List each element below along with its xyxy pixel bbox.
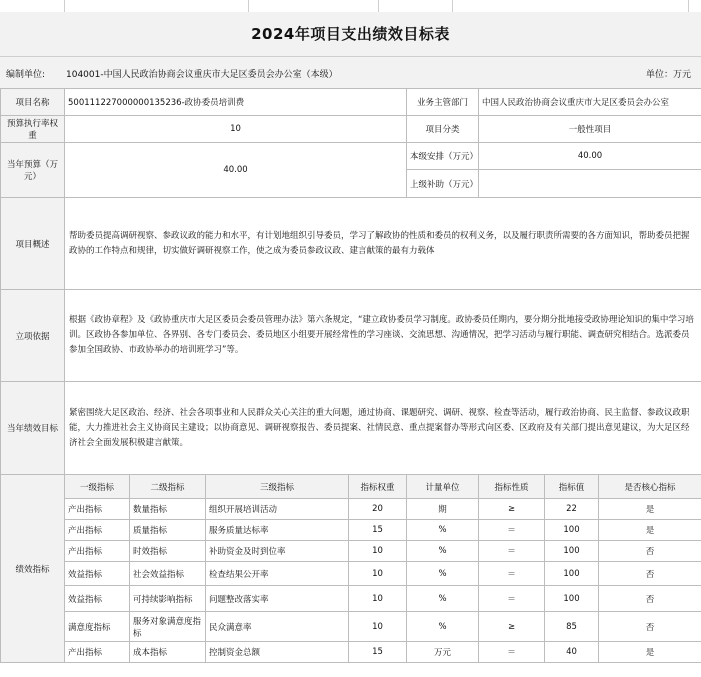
project-name-value[interactable]: 500111227000000135236-政协委员培训费 (65, 89, 407, 116)
project-name-label[interactable]: 项目名称 (1, 89, 65, 116)
level1-cell[interactable]: 产出指标 (65, 541, 130, 562)
table-row (1, 499, 701, 520)
performance-table (0, 88, 701, 663)
value-cell[interactable]: 85 (545, 612, 599, 642)
category-label[interactable]: 项目分类 (407, 116, 479, 143)
unit-cell[interactable]: % (407, 520, 479, 541)
level2-cell[interactable]: 成本指标 (130, 642, 206, 663)
exec-weight-value[interactable]: 10 (65, 116, 407, 143)
indicator-header[interactable]: 三级指标 (206, 475, 349, 499)
dept-value[interactable]: 中国人民政治协商会议重庆市大足区委员会办公室 (479, 89, 701, 116)
indicator-header-row (1, 475, 701, 499)
indicator-header[interactable]: 指标性质 (479, 475, 545, 499)
indicator-header[interactable]: 是否核心指标 (599, 475, 701, 499)
upper-subsidy-value[interactable] (479, 170, 701, 198)
unit-cell[interactable]: % (407, 541, 479, 562)
overview-label[interactable]: 项目概述 (1, 198, 65, 290)
table-row (1, 541, 701, 562)
unit-cell[interactable]: 期 (407, 499, 479, 520)
indicator-header[interactable]: 计量单位 (407, 475, 479, 499)
core-cell[interactable]: 否 (599, 586, 701, 612)
annual-budget-value[interactable]: 40.00 (65, 143, 407, 198)
indicator-header[interactable]: 指标值 (545, 475, 599, 499)
indicator-header[interactable]: 二级指标 (130, 475, 206, 499)
nature-cell[interactable]: ＝ (479, 541, 545, 562)
level3-cell[interactable]: 控制资金总额 (206, 642, 349, 663)
value-cell[interactable]: 100 (545, 562, 599, 586)
level3-cell[interactable]: 服务质量达标率 (206, 520, 349, 541)
exec-weight-label[interactable]: 预算执行率权重 (1, 116, 65, 143)
unit-cell[interactable]: % (407, 586, 479, 612)
core-cell[interactable]: 否 (599, 612, 701, 642)
level2-cell[interactable]: 社会效益指标 (130, 562, 206, 586)
weight-cell[interactable]: 10 (349, 612, 407, 642)
nature-cell[interactable]: ≥ (479, 612, 545, 642)
level2-cell[interactable]: 可持续影响指标 (130, 586, 206, 612)
weight-cell[interactable]: 15 (349, 642, 407, 663)
level1-cell[interactable]: 满意度指标 (65, 612, 130, 642)
org-label: 编制单位: (6, 70, 46, 80)
level1-cell[interactable]: 效益指标 (65, 586, 130, 612)
basis-value[interactable]: 根据《政协章程》及《政协重庆市大足区委员会委员管理办法》第六条规定，“建立政协委员学习制度。政协委员任期内，要分期分批地接受政协理论知识的集中学习培训。区政协各参加单位、各界别、各专门委员会、委员地区小组要开展经常性的学习座谈、交流思想、沟通情况，把学习活动与履行职能、调查研究相结合。选派委员参加全国政协、市政协举办的培训班学习”等。 (65, 290, 701, 382)
table-row (1, 562, 701, 586)
basis-label[interactable]: 立项依据 (1, 290, 65, 382)
level3-cell[interactable]: 民众满意率 (206, 612, 349, 642)
weight-cell[interactable]: 15 (349, 520, 407, 541)
nature-cell[interactable]: ≥ (479, 499, 545, 520)
weight-cell[interactable]: 20 (349, 499, 407, 520)
value-cell[interactable]: 100 (545, 586, 599, 612)
local-arrange-value[interactable]: 40.00 (479, 143, 701, 170)
value-cell[interactable]: 40 (545, 642, 599, 663)
level1-cell[interactable]: 产出指标 (65, 642, 130, 663)
indicator-header[interactable]: 一级指标 (65, 475, 130, 499)
annual-goal-label[interactable]: 当年绩效目标 (1, 382, 65, 475)
core-cell[interactable]: 否 (599, 541, 701, 562)
unit-cell[interactable]: % (407, 612, 479, 642)
table-row (1, 520, 701, 541)
org-value: 104001-中国人民政治协商会议重庆市大足区委员会办公室（本级） (66, 70, 338, 80)
core-cell[interactable]: 是 (599, 499, 701, 520)
dept-label[interactable]: 业务主管部门 (407, 89, 479, 116)
level1-cell[interactable]: 产出指标 (65, 499, 130, 520)
table-row (1, 612, 701, 642)
weight-cell[interactable]: 10 (349, 541, 407, 562)
level2-cell[interactable]: 质量指标 (130, 520, 206, 541)
overview-value[interactable]: 帮助委员提高调研视察、参政议政的能力和水平，有计划地组织引导委员，学习了解政协的性质和委员的权利义务，以及履行职责所需要的各方面知识，帮助委员把握政协的工作特点和规律，切实做好调研视察工作，使之成为委员参政议政、建言献策的最有力载体 (65, 198, 701, 290)
unit-cell[interactable]: 万元 (407, 642, 479, 663)
value-cell[interactable]: 100 (545, 541, 599, 562)
level3-cell[interactable]: 问题整改落实率 (206, 586, 349, 612)
level2-cell[interactable]: 时效指标 (130, 541, 206, 562)
level1-cell[interactable]: 产出指标 (65, 520, 130, 541)
level1-cell[interactable]: 效益指标 (65, 562, 130, 586)
level3-cell[interactable]: 检查结果公开率 (206, 562, 349, 586)
nature-cell[interactable]: ＝ (479, 586, 545, 612)
annual-goal-value[interactable]: 紧密围绕大足区政治、经济、社会各项事业和人民群众关心关注的重大问题，通过协商、课题研究、调研、视察、检查等活动，履行政治协商、民主监督、参政议政职能，大力推进社会主义协商民主建设；以协商意见、调研视察报告、委员提案、社情民意、重点提案督办等形式向区委、区政府及有关部门提出意见建议，为大足区经济社会全面发展积极建言献策。 (65, 382, 701, 475)
perf-indicators-label[interactable]: 绩效指标 (1, 475, 65, 663)
weight-cell[interactable]: 10 (349, 586, 407, 612)
nature-cell[interactable]: ＝ (479, 642, 545, 663)
value-cell[interactable]: 22 (545, 499, 599, 520)
table-row (1, 642, 701, 663)
table-row (1, 586, 701, 612)
level2-cell[interactable]: 服务对象满意度指标 (130, 612, 206, 642)
indicator-header[interactable]: 指标权重 (349, 475, 407, 499)
unit-label: 单位：万元 (645, 70, 691, 80)
unit-cell[interactable]: % (407, 562, 479, 586)
weight-cell[interactable]: 10 (349, 562, 407, 586)
annual-budget-label[interactable]: 当年预算（万元） (1, 143, 65, 198)
upper-subsidy-label[interactable]: 上级补助（万元） (407, 170, 479, 198)
local-arrange-label[interactable]: 本级安排（万元） (407, 143, 479, 170)
unit-bar (0, 57, 701, 89)
level2-cell[interactable]: 数量指标 (130, 499, 206, 520)
level3-cell[interactable]: 补助资金及时到位率 (206, 541, 349, 562)
core-cell[interactable]: 否 (599, 562, 701, 586)
core-cell[interactable]: 是 (599, 642, 701, 663)
nature-cell[interactable]: ＝ (479, 562, 545, 586)
nature-cell[interactable]: ＝ (479, 520, 545, 541)
level3-cell[interactable]: 组织开展培训活动 (206, 499, 349, 520)
category-value[interactable]: 一般性项目 (479, 116, 701, 143)
value-cell[interactable]: 100 (545, 520, 599, 541)
page-title: 2024年项目支出绩效目标表 (0, 12, 701, 57)
core-cell[interactable]: 是 (599, 520, 701, 541)
